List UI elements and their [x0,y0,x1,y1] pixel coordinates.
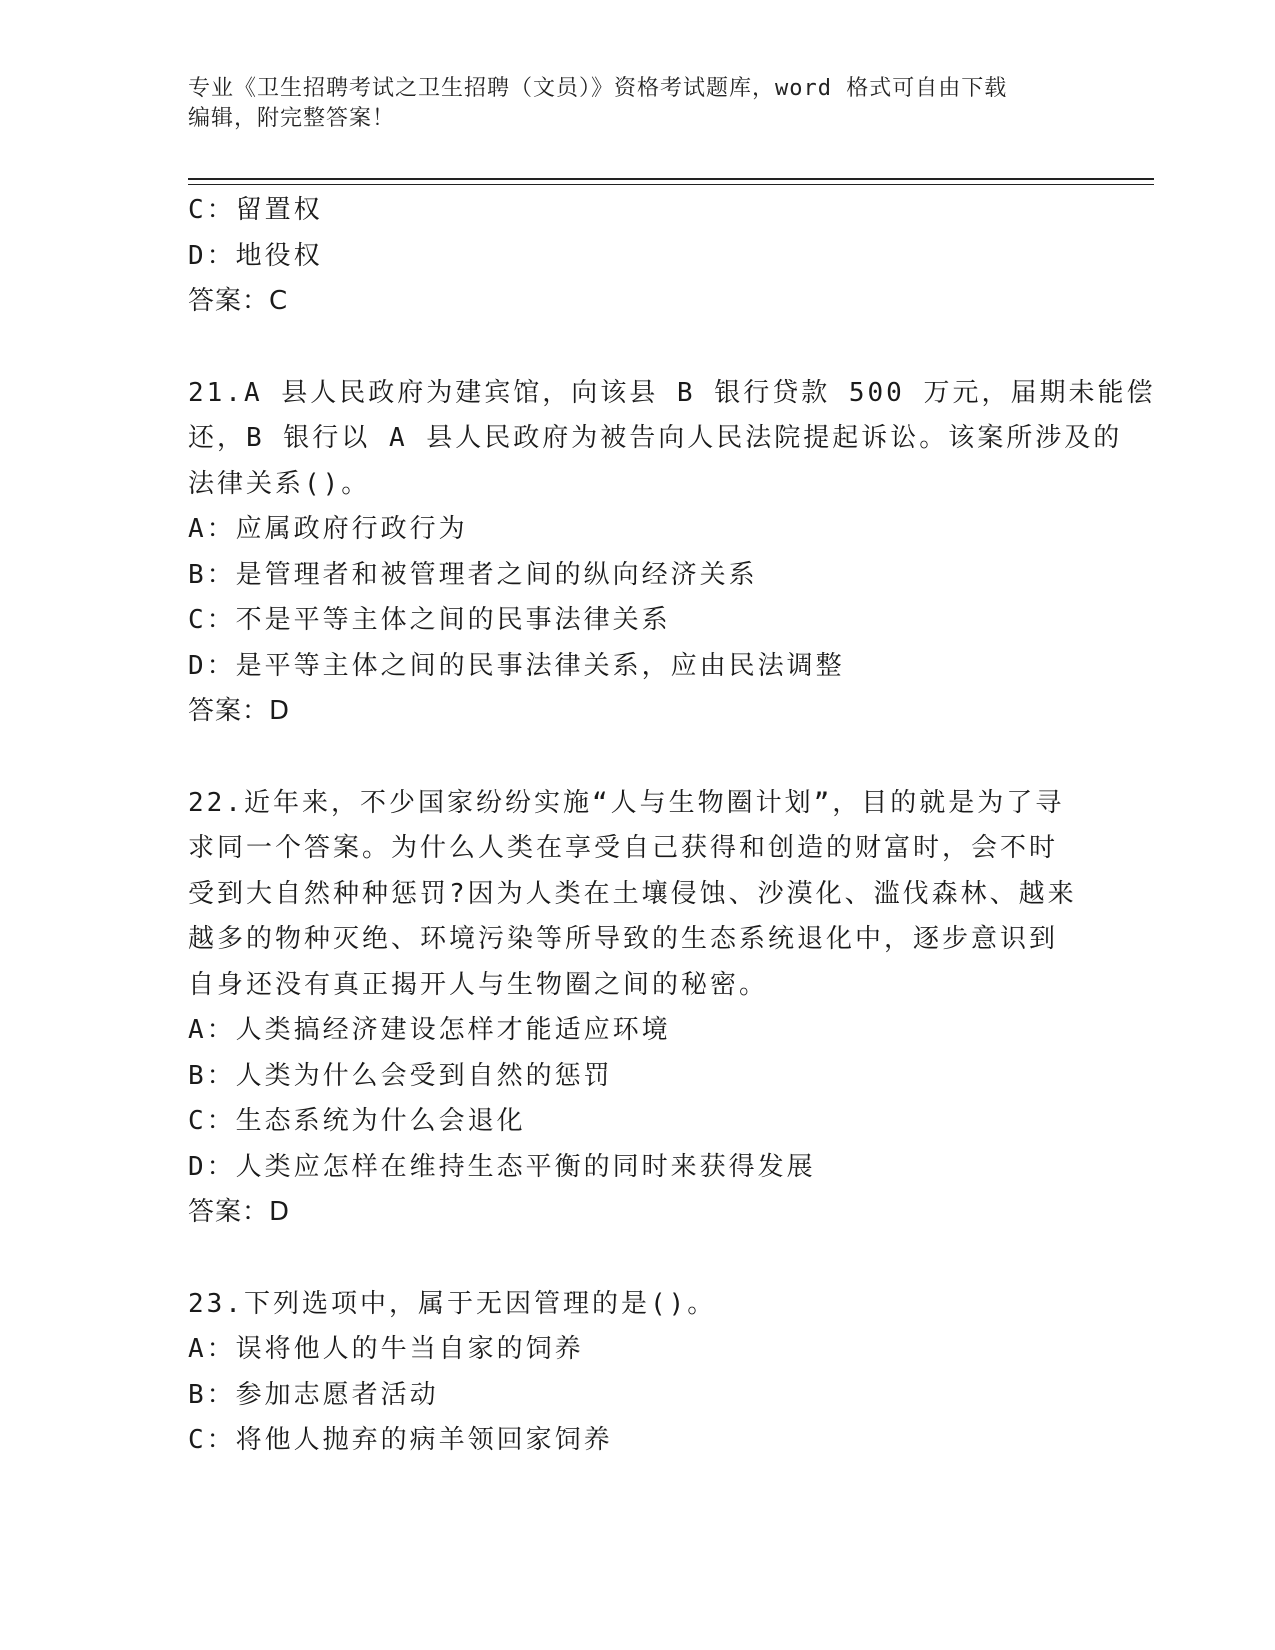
page-header [188,74,1088,134]
document-body [188,188,1156,1464]
option-b: B：参加志愿者活动 [188,1379,439,1410]
question-text-line: 23.下列选项中，属于无因管理的是()。 [188,1288,717,1319]
question-22 [188,781,1088,1236]
question-23 [188,1282,1088,1464]
header-line-1: 专业《卫生招聘考试之卫生招聘（文员）》资格考试题库，word 格式可自由下载 [188,76,1008,101]
answer-line: 答案：D [188,696,291,726]
option-a: A：人类搞经济建设怎样才能适应环境 [188,1015,671,1045]
question-text-line: 自身还没有真正揭开人与生物圈之间的秘密。 [188,969,769,1000]
carryover-question [188,188,1088,325]
answer-line: 答案：C [188,286,289,316]
option-d: D：人类应怎样在维持生态平衡的同时来获得发展 [188,1151,816,1182]
question-text-line: 还，B 银行以 A 县人民政府为被告向人民法院提起诉讼。该案所涉及的 [188,423,1123,453]
question-text-line: 越多的物种灭绝、环境污染等所导致的生态系统退化中，逐步意识到 [188,924,1059,954]
option-a: A：应属政府行政行为 [188,514,468,544]
option-d: D：地役权 [188,240,323,271]
option-d: D：是平等主体之间的民事法律关系，应由民法调整 [188,650,845,681]
question-text-line: 受到大自然种种惩罚?因为人类在土壤侵蚀、沙漠化、滥伐森林、越来 [188,878,1077,909]
option-c: C：生态系统为什么会退化 [188,1106,526,1136]
option-b: B：是管理者和被管理者之间的纵向经济关系 [188,559,758,590]
question-21 [188,371,1156,735]
option-b: B：人类为什么会受到自然的惩罚 [188,1060,613,1091]
option-a: A：误将他人的牛当自家的饲养 [188,1334,584,1364]
option-c: C：将他人抛弃的病羊领回家饲养 [188,1425,613,1455]
question-text-line: 22.近年来，不少国家纷纷实施“人与生物圈计划”，目的就是为了寻 [188,787,1065,818]
header-line-2: 编辑，附完整答案！ [188,106,396,131]
option-c: C：不是平等主体之间的民事法律关系 [188,605,671,635]
header-divider-thin [188,184,1154,185]
question-text-line: 21.A 县人民政府为建宾馆，向该县 B 银行贷款 500 万元，届期未能偿 [188,377,1156,408]
question-text-line: 法律关系()。 [188,468,371,499]
header-divider-thick [188,178,1154,180]
option-c: C：留置权 [188,195,323,225]
question-text-line: 求同一个答案。为什么人类在享受自己获得和创造的财富时，会不时 [188,833,1059,863]
answer-line: 答案：D [188,1197,291,1227]
